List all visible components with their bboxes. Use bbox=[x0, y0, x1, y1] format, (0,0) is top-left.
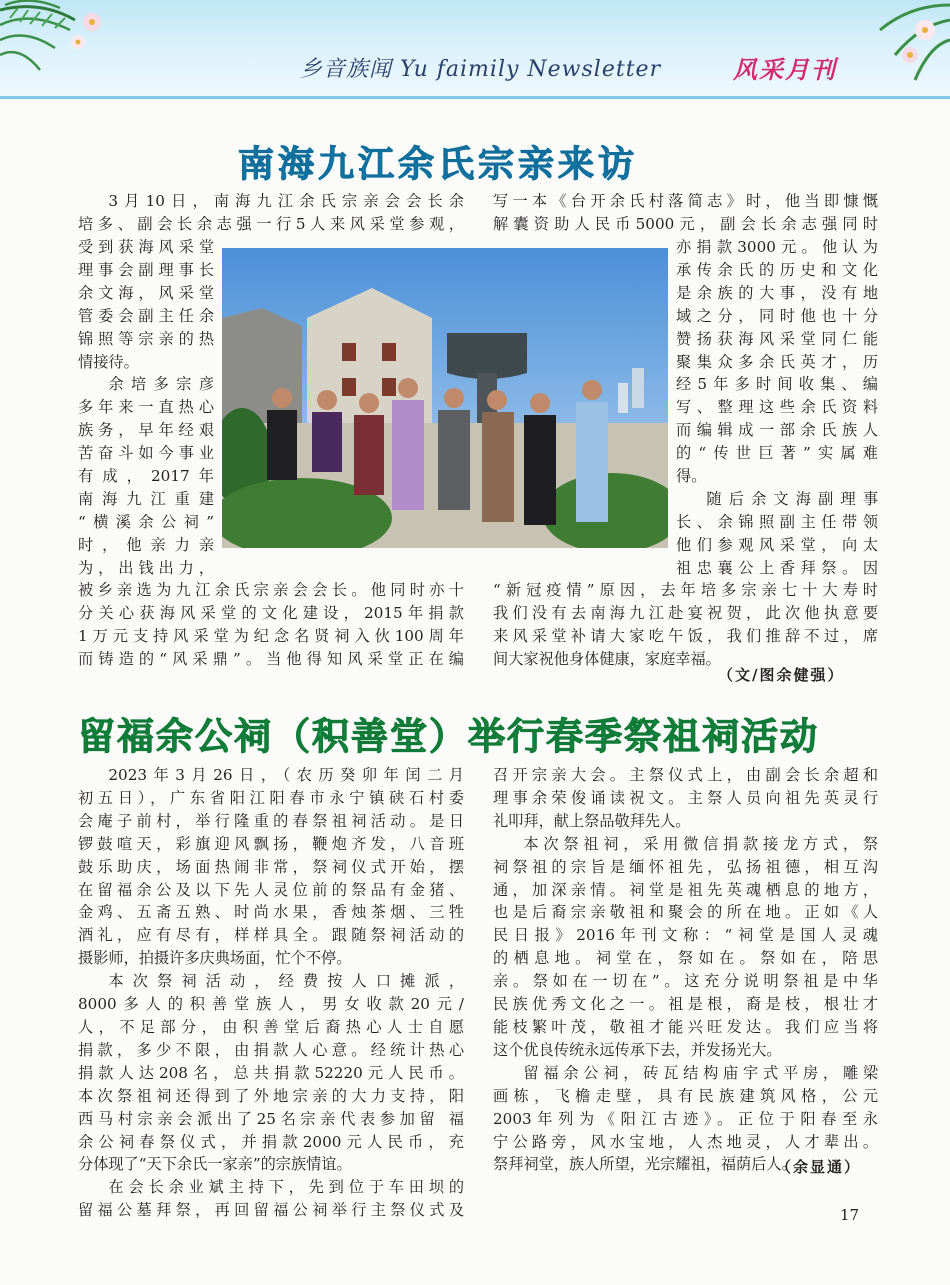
header-banner bbox=[0, 0, 950, 99]
text-line: 酒礼，应有尽有，样样具全。跟随祭祠活动的 bbox=[78, 926, 464, 945]
text-line: 受到获海风采堂 bbox=[78, 238, 214, 256]
text-line: 赞扬获海风采堂同仁能 bbox=[676, 329, 878, 348]
article2-credit: （余显通） bbox=[776, 1158, 862, 1176]
text-line: 理事会副理事长 bbox=[78, 260, 214, 279]
text-line: 有成，2017年 bbox=[78, 467, 214, 486]
text-line: 西马村宗亲会派出了25名宗亲代表参加留 福 bbox=[78, 1109, 464, 1128]
text-line: 写一本《台开余氏村落简志》时，他当即慷慨 bbox=[493, 192, 878, 210]
text-line: 亦捐款3000元。他认为 bbox=[676, 238, 878, 256]
text-line: 祭拜祠堂，族人所望，光宗耀祖，福荫后人。 bbox=[493, 1155, 797, 1174]
text-line: 余培多宗彦 bbox=[108, 375, 214, 394]
text-line: 被乡亲选为九江余氏宗亲会会长。他同时亦十 bbox=[78, 581, 464, 599]
text-line: 8000多人的积善堂族人，男女收款20元/ bbox=[78, 995, 464, 1014]
text-line: 3月10日，南海九江余氏宗亲会会长余 bbox=[108, 192, 464, 210]
group-photo bbox=[222, 248, 668, 548]
article1-col2-side bbox=[676, 236, 878, 580]
text-line: 分关心获海风采堂的文化建设，2015年捐款 bbox=[78, 603, 464, 622]
article1-col2-bottom bbox=[493, 579, 878, 671]
article1-col1-bottom bbox=[78, 579, 464, 671]
text-line: 本次祭祖祠还得到了外地宗亲的大力支持，阳 bbox=[78, 1086, 464, 1105]
text-line: 余公祠春祭仪式，并捐款2000元人民币，充 bbox=[78, 1132, 464, 1151]
article2-title: 留福余公祠（积善堂）举行春季祭祖祠活动 bbox=[78, 715, 819, 758]
text-line: 人，不足部分，由积善堂后裔热心人士自愿 bbox=[78, 1017, 464, 1036]
text-line: 本次祭祖祠，采用微信捐款接龙方式，祭 bbox=[523, 834, 878, 853]
text-line: 通，加深亲情。祠堂是祖先英魂栖息的地方， bbox=[493, 880, 878, 899]
text-line: 捐款人达208名，总共捐款52220元人民币。 bbox=[78, 1063, 464, 1082]
text-line: 理事余荣俊诵读祝文。主祭人员向祖先英灵行 bbox=[493, 788, 878, 807]
text-line: 2023年3月26日，（农历癸卯年闰二月 bbox=[108, 766, 464, 784]
text-line: 能枝繁叶茂，敬祖才能兴旺发达。我们应当将 bbox=[493, 1017, 878, 1036]
text-line: 的栖息地。祠堂在，祭如在。祭如在，陪思 bbox=[493, 949, 878, 968]
text-line: 在留福余公及以下先人灵位前的祭品有金猪、 bbox=[78, 880, 464, 899]
page-number: 17 bbox=[840, 1206, 860, 1224]
text-line: 留福余公祠，砖瓦结构庙宇式平房，雕梁 bbox=[523, 1063, 878, 1082]
text-line: 金鸡、五斋五熟、时尚水果，香烛茶烟、三牲 bbox=[78, 903, 464, 922]
text-line: 来风采堂补请大家吃午饭，我们推辞不过，席 bbox=[493, 626, 878, 645]
text-line: 间大家祝他身体健康，家庭幸福。 bbox=[493, 649, 721, 668]
text-line: 民日报》2016年刊文称：“祠堂是国人灵魂 bbox=[493, 926, 878, 945]
text-line: 祖忠襄公上香拜祭。因 bbox=[676, 558, 878, 577]
text-line: 2003年列为《阳江古迹》。正位于阳春至永 bbox=[493, 1109, 878, 1128]
text-line: 本次祭祠活动，经费按人口摊派， bbox=[108, 972, 464, 991]
text-line: 得。 bbox=[676, 467, 707, 486]
section-label: 风采月刊 bbox=[733, 55, 837, 84]
text-line: 域之分，同时他也十分 bbox=[676, 306, 878, 325]
text-line: 也是后裔宗亲敬祖和聚会的所在地。正如《人 bbox=[493, 903, 878, 922]
text-line: 我们没有去南海九江赴宴祝贺，此次他执意要 bbox=[493, 603, 878, 622]
text-line: 分体现了“天下余氏一家亲”的宗族情谊。 bbox=[78, 1155, 352, 1174]
text-line: 承传余氏的历史和文化 bbox=[676, 260, 878, 279]
text-line: 鼓乐助庆，场面热闹非常，祭祠仪式开始，摆 bbox=[78, 857, 464, 876]
text-line: “横溪余公祠” bbox=[78, 512, 214, 531]
text-line: 这个优良传统永远传承下去，并发扬光大。 bbox=[493, 1040, 782, 1059]
text-line: 画栋，飞檐走壁，具有民族建筑风格，公元 bbox=[493, 1086, 878, 1105]
text-line: 是余族的大事，没有地 bbox=[676, 283, 878, 302]
text-line: 苦奋斗如今事业 bbox=[78, 444, 214, 463]
article1-credit: （文/图余健强） bbox=[718, 666, 845, 684]
text-line: 摄影师，拍摄许多庆典场面，忙个不停。 bbox=[78, 949, 352, 968]
text-line: 留福公墓拜祭，再回留福公祠举行主祭仪式及 bbox=[78, 1201, 464, 1220]
text-line: 时，他亲力亲 bbox=[78, 535, 214, 554]
text-line: 情接待。 bbox=[78, 352, 139, 371]
text-line: 捐款，多少不限，由捐款人心意。经统计热心 bbox=[78, 1040, 464, 1059]
text-line: 亲。祭如在一切在”。这充分说明祭祖是中华 bbox=[493, 972, 878, 991]
text-line: 解囊资助人民币5000元，副会长余志强同时 bbox=[493, 214, 878, 233]
text-line: 培多、副会长余志强一行5人来风采堂参观， bbox=[78, 214, 464, 233]
text-line: 在会长余业斌主持下，先到位于车田坝的 bbox=[108, 1178, 464, 1197]
text-line: 召开宗亲大会。主祭仪式上，由副会长余超和 bbox=[493, 766, 878, 784]
text-line: 会庵子前村，举行隆重的春祭祖祠活动。是日 bbox=[78, 811, 464, 830]
text-line: 管委会副主任余 bbox=[78, 306, 214, 325]
text-line: 多年来一直热心 bbox=[78, 398, 214, 417]
text-line: 宁公路旁，风水宝地，人杰地灵，人才辈出。 bbox=[493, 1132, 878, 1151]
text-line: 锣鼓喧天，彩旗迎风飘扬，鞭炮齐发，八音班 bbox=[78, 834, 464, 853]
text-line: 南海九江重建 bbox=[78, 489, 214, 508]
text-line: 余文海，风采堂 bbox=[78, 283, 214, 302]
text-line: “新冠疫情”原因，去年培多宗亲七十大寿时 bbox=[493, 581, 878, 599]
palm-leaf-decoration bbox=[870, 0, 950, 96]
text-line: 为，出钱出力， bbox=[78, 558, 214, 577]
text-line: 1万元支持风采堂为纪念名贤祠入伙100周年 bbox=[78, 626, 464, 645]
text-line: 初五日），广东省阳江阳春市永宁镇硖石村委 bbox=[78, 788, 464, 807]
article2-col1 bbox=[78, 764, 464, 1222]
text-line: 他们参观风采堂，向太 bbox=[676, 535, 878, 554]
text-line: 经5年多时间收集、编 bbox=[676, 375, 878, 394]
text-line: 礼叩拜，献上祭品敬拜先人。 bbox=[493, 811, 691, 830]
text-line: 祠祭祖的宗旨是缅怀祖先，弘扬祖德，相互沟 bbox=[493, 857, 878, 876]
text-line: 聚集众多余氏英才，历 bbox=[676, 352, 878, 371]
text-line: 随后余文海副理事 bbox=[706, 489, 878, 508]
text-line: 锦照等宗亲的热 bbox=[78, 329, 214, 348]
article1-col1-side bbox=[78, 236, 214, 580]
article1-title: 南海九江余氏宗亲来访 bbox=[238, 144, 639, 185]
palm-leaf-decoration bbox=[0, 0, 120, 96]
text-line: 的“传世巨著”实属难 bbox=[676, 444, 878, 463]
text-line: 写、整理这些余氏资料 bbox=[676, 398, 878, 417]
text-line: 而铸造的“风采鼎”。当他得知风采堂正在编 bbox=[78, 649, 464, 668]
article2-col2 bbox=[493, 764, 878, 1176]
article1-col2-top bbox=[493, 190, 878, 236]
text-line: 长、余锦照副主任带领 bbox=[676, 512, 878, 531]
newsletter-name: 乡音族闻 Yu faimily Newsletter bbox=[300, 57, 662, 82]
text-line: 族务，早年经艰 bbox=[78, 421, 214, 440]
text-line: 而编辑成一部余氏族人 bbox=[676, 421, 878, 440]
text-line: 民族优秀文化之一。祖是根，裔是枝，根壮才 bbox=[493, 995, 878, 1014]
article1-col1-top bbox=[78, 190, 464, 236]
